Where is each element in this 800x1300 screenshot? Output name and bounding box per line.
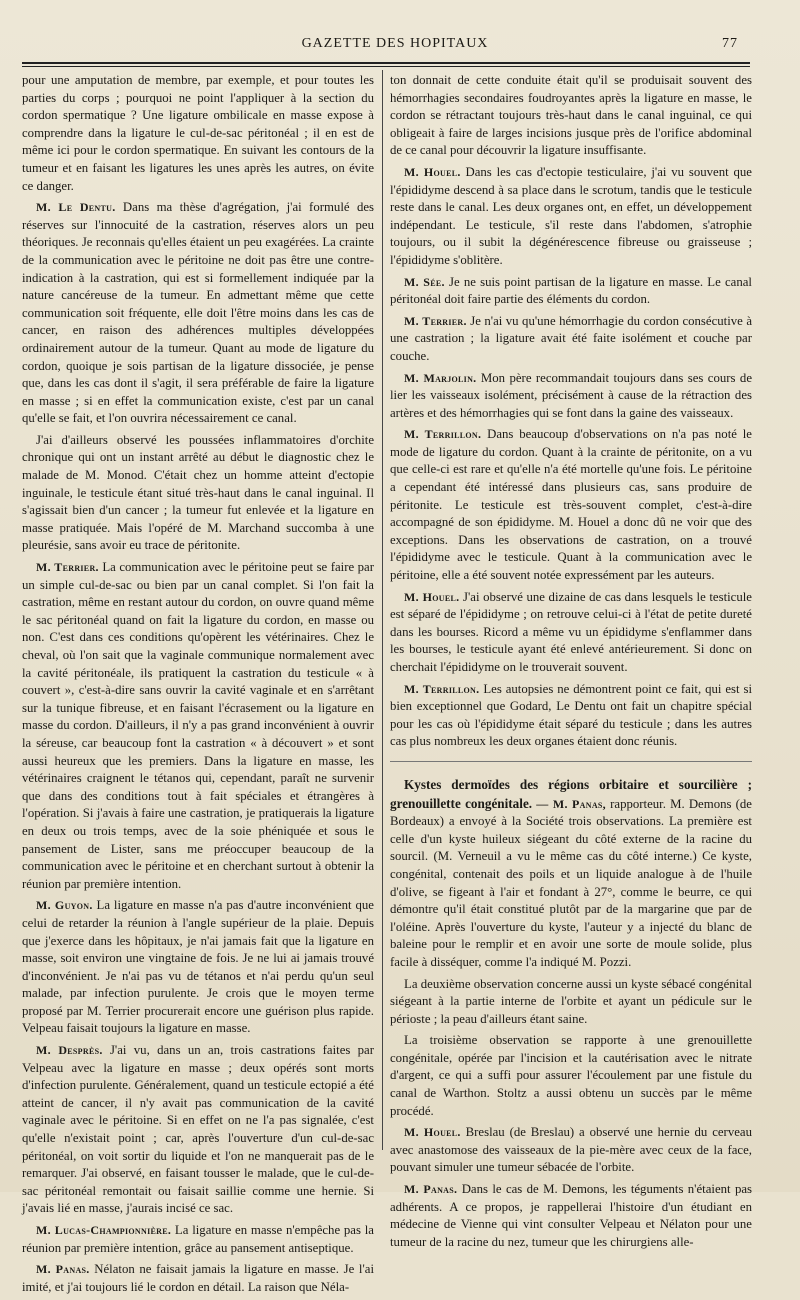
speaker-name: M. Desprès.: [36, 1043, 103, 1058]
speaker-name: M. Le Dentu.: [36, 200, 116, 215]
paragraph-text: pour une amputation de membre, par exemple, et pour toutes les parties du corps ; pourquoi ne point l'appliquer à la section du cordon spermatique ? Une ligature ombilicale en masse expose à comprendre dans la ligature le cul-de-sac péritonéal ; il en est de même ici pour le cordon spermatique. En suivant les contours de la tumeur et en faisant les ligatures les unes après les autres, on évite ce danger.: [22, 73, 374, 193]
paragraph: [22, 1222, 374, 1257]
speaker-name: M. Terrier.: [404, 313, 467, 328]
paragraph-text: Dans les cas d'ectopie testiculaire, j'ai vu souvent que l'épididyme descend à sa place dans le scrotum, tandis que le testicule reste dans le canal. Les deux organes ont, en effet, un développement indépendant. Le testicule, s'il reste dans l'abdomen, s'atrophie toujours, ou il subit la dégénérescence fibreuse ou graisseuse ; l'épididyme s'oblitère.: [390, 164, 752, 267]
paragraph-text: Dans ma thèse d'agrégation, j'ai formulé des réserves sur l'innocuité de la castration, réserves alors un peu théoriques. Je reconnais qu'elles étaient un peu exagérées. La crainte de la communication avec le péritoine ne doit pas être une contre-indication à la castration, qui est si formellement indiquée par la nature cancéreuse de la tumeur. En admettant même que cette communication soit fréquente, elle doit l'être moins dans les cas de cancer, en raison des adhérences multiples développées ordinairement autour de la tumeur. Quant au mode de ligature du cordon, quoique je sois partisan de la ligature dissociée, je pense que, dans les cas dont il s'agit, il sera préférable de faire la ligature en masse ; si en effet la communication existe, c'est par un canal qu'elle se fait, et l'on ouvrira nécessairement ce canal.: [22, 200, 375, 426]
right-column: [390, 72, 752, 1255]
speaker-name: M. Panas.: [404, 1182, 458, 1197]
paragraph-text: Je n'ai vu qu'une hémorrhagie du cordon consécutive à une castration ; la ligature avait été faite isolément et couche par couche.: [390, 313, 753, 363]
paragraph-text: Nélaton ne faisait jamais la ligature en masse. Je l'ai imité, et j'ai toujours lié le cordon en détail. La raison que Néla-: [22, 1262, 374, 1294]
paragraph-text: Breslau (de Breslau) a observé une hernie du cerveau avec anastomose des vaisseaux de la pie-mère avec ceux de la face, pouvant simuler une tumeur sébacée de l'orbite.: [390, 1125, 752, 1175]
paragraph: [390, 976, 752, 1029]
speaker-name: M. Sée.: [404, 274, 445, 289]
paragraph: [390, 72, 752, 160]
paragraph-text: rapporteur. M. Demons (de Bordeaux) a envoyé à la Société trois observations. La première est celle d'un kyste huileux siégeant du côté externe de la racine du sourcil. (M. Verneuil a vu le même cas du côté interne.) Ce kyste, congénital, contenait des poils et un liquide analogue à de l'huile d'olive, se figeant à l'air et fondant à 27°, comme le beurre, ce qui démontre qu'il était constitué plutôt par de la margarine que par de l'oléine. Après l'ouverture du kyste, l'auteur y a injecté du blanc de baleine pour le remplir et en avoir une sorte de moule solide, plus facile à disséquer, comme l'a indiqué M. Pozzi.: [390, 796, 752, 969]
paragraph-text: Dans le cas de M. Demons, les téguments n'étaient pas adhérents. A ce propos, je rappellerai l'histoire d'un étudiant en médecine de Vienne qui vint consulter Velpeau et Nélaton pour une tumeur de la racine du nez, tumeur que les chirurgiens alle-: [390, 1182, 753, 1249]
paragraph-text: La ligature en masse n'a pas d'autre inconvénient que celui de retarder la réunion à l'angle supérieur de la plaie. Depuis que j'exerce dans les hôpitaux, je n'ai jamais fait que la ligature en masse, soit environ une vingtaine de fois. Je ne lui ai jamais trouvé d'inconvénient. Je n'ai pas vu de tétanos et n'ai perdu qu'un seul malade, par infection purulente. Je crois que le moyen terme proposé par M. Terrier procurerait encore une guérison plus rapide. Velpeau faisait toujours la ligature en masse.: [22, 898, 374, 1036]
paragraph-text: Les autopsies ne démontrent point ce fait, qui est si bien exceptionnel que Godard, Le Dentu ont fait un chapitre spécial pour les cas où l'épididyme était séparé du testicule ; dans les autres cas plus nombreux les deux organes étaient donc réunis.: [390, 681, 752, 749]
column-divider: [382, 70, 383, 1150]
paragraph: [22, 559, 374, 893]
page-header: [20, 30, 770, 56]
page-number: 77: [722, 36, 738, 51]
paragraph: [390, 1124, 752, 1177]
paragraph: [390, 370, 752, 423]
paragraph: [22, 897, 374, 1038]
paragraph: [390, 681, 752, 751]
paragraph: [390, 313, 752, 366]
paragraph-text: La troisième observation se rapporte à une grenouillette congénitale, opérée par l'incision et la cautérisation avec le nitrate d'argent, ce qui a suffi pour assurer l'écoulement par une fistule du canal de Warthon. Stoltz a aussi obtenu un succès par le même procédé.: [390, 1033, 752, 1118]
paragraph-text: J'ai vu, dans un an, trois castrations faites par Velpeau avec la ligature en masse ; deux opérés sont morts d'infection purulente. Généralement, quand un testicule ectopié a été atteint de cancer, il n'y avait pas communication de la cavité vaginale avec le péritoine. Si en effet on ne l'a pas signalée, c'est qu'elle n'existait point ; car, après l'ouverture d'un cul-de-sac péritonéal, on voit sortir du liquide et l'on ne manquerait pas de le remarquer. J'ai observé, en faisant tousser le malade, que le cul-de-sac péritonéal remontait ou faisait saillie comme une hernie. Si j'avais lié en masse, j'aurais incisé ce sac.: [22, 1043, 374, 1216]
paragraph: [22, 1261, 374, 1296]
paragraph-text: La ligature en masse n'empêche pas la réunion par première intention, grâce au pansement antiseptique.: [22, 1223, 374, 1255]
section-title: Kystes dermoïdes des régions orbitaire et sourcilière ; grenouillette congénitale.: [390, 776, 752, 811]
speaker-name: M. Panas.: [36, 1262, 90, 1277]
paragraph: [390, 1032, 752, 1120]
speaker-name: M. Marjolin.: [404, 370, 477, 385]
speaker-name: M. Houel.: [404, 1125, 461, 1140]
paragraph-text: Mon père recommandait toujours dans ses cours de lier les vaisseaux isolément, précisément à cause de la rétraction des artères et des hémorrhagies qui se font dans la gaine des vaisseaux.: [390, 370, 752, 420]
paragraph-text: La communication avec le péritoine peut se faire par un simple cul-de-sac ou bien par un canal complet. Si l'on fait la castration, même en restant autour du cordon, on ouvre quand même le sac péritonéal quand on fait la ligature du cordon, en masse ou non. C'est dans ces conditions qu'opèrent les vétérinaires. Chez le cheval, où l'on sait que la vaginale communique normalement avec la cavité péritonéale, ils pratiquent la castration du testicule « à couvert », c'est-à-dire sans ouvrir la cavité vaginale et en s'arrêtant sur la tunique fibreuse, et en faisant l'écrasement ou la ligature en masse du cordon. D'ailleurs, il n'y a pas grand inconvénient à ouvrir la séreuse, car beaucoup font la castration « à découvert » et sont aussi heureux que les premiers. Dans la ligature en masse, les vétérinaires craignent le tétanos qui, cependant, paraît ne survenir que dans des conditions tout à fait spéciales et étrangères à l'opération. Si j'avais à faire une castration, je pratiquerais la ligature en deux ou trois temps, avec de la soie phéniquée et sous le pansement de Lister, sans me préoccuper beaucoup de la communication avec le péritoine et en cherchant surtout à obtenir la réunion par première intention.: [22, 560, 375, 891]
header-rule-thick: [22, 62, 750, 64]
speaker-name: — M. Panas,: [536, 796, 606, 811]
speaker-name: M. Terrillon.: [404, 427, 482, 442]
section-heading: [390, 776, 752, 972]
speaker-name: M. Terrier.: [36, 560, 99, 575]
section-separator: [390, 761, 752, 762]
paragraph: [390, 589, 752, 677]
paragraph: [390, 274, 752, 309]
paragraph-text: ton donnait de cette conduite était qu'il se produisait souvent des hémorrhagies secondaires foudroyantes après la ligature en masse, le cordon se rétractant toujours très-haut dans le canal inguinal, ce qui obligeait à faire de larges incisions jusque près de l'orifice abdominal de ce canal pour découvrir la ligature insuffisante.: [390, 73, 752, 158]
paragraph-text: La deuxième observation concerne aussi un kyste sébacé congénital siégeant à la partie interne de l'orbite et ayant un pédicule sur le périoste ; la peau d'ailleurs étant saine.: [390, 976, 752, 1026]
speaker-name: M. Terrillon.: [404, 681, 480, 696]
paragraph: [22, 199, 374, 428]
paragraph: [390, 164, 752, 270]
paragraph: [390, 426, 752, 584]
paragraph-text: Je ne suis point partisan de la ligature en masse. Le canal péritonéal doit faire partie des éléments du cordon.: [390, 274, 752, 307]
speaker-name: M. Houel.: [404, 164, 461, 179]
speaker-name: M. Houel.: [404, 589, 460, 604]
left-column: [22, 72, 374, 1300]
paragraph-text: J'ai observé une dizaine de cas dans lesquels le testicule est séparé de l'épididyme ; on retrouve celui-ci à l'état de petite dureté dans les bourses. Ricord a même vu un épididyme s'enflammer dans les bourses, le testicule ayant été enlevé antérieurement. Si donc on cherchait l'épididyme on le trouverait souvent.: [390, 589, 752, 674]
journal-title: GAZETTE DES HOPITAUX: [301, 36, 489, 51]
paragraph-text: J'ai d'ailleurs observé les poussées inflammatoires d'orchite chronique qui ont un instant arrêté au début le diagnostic chez le malade de M. Monod. C'était chez un homme atteint d'ectopie inguinale, le testicule étant situé très-haut dans le canal inguinal. Il s'agissait bien d'un cancer ; la tumeur fut enlevée et la ligature en masse pratiquée. Mais l'opéré de M. Marchand succomba à une pleurésie, sans avoir eu trace de péritonite.: [22, 432, 374, 553]
speaker-name: M. Guyon.: [36, 898, 93, 913]
paragraph: [22, 72, 374, 195]
speaker-name: M. Lucas-Championnière.: [36, 1223, 172, 1237]
paragraph-text: Dans beaucoup d'observations on n'a pas noté le mode de ligature du cordon. Quant à la crainte de péritonite, on a vu que celle-ci est rare et qu'elle n'a été mortelle qu'une fois. Le péritoine a cependant été intéressé dans plusieurs cas, sans produire de péritonite. Le testicule est très-souvent complet, c'est-à-dire accompagné de son épididyme. M. Houel a donc dû ne voir que des exceptions. Dans les observations de castration, on a trouvé l'épididyme avec le testicule. Quant à la communication avec le péritoine, elle a été souvent notée expressément par les auteurs.: [390, 427, 752, 583]
paragraph: [22, 432, 374, 555]
header-rule-thin: [22, 66, 750, 67]
